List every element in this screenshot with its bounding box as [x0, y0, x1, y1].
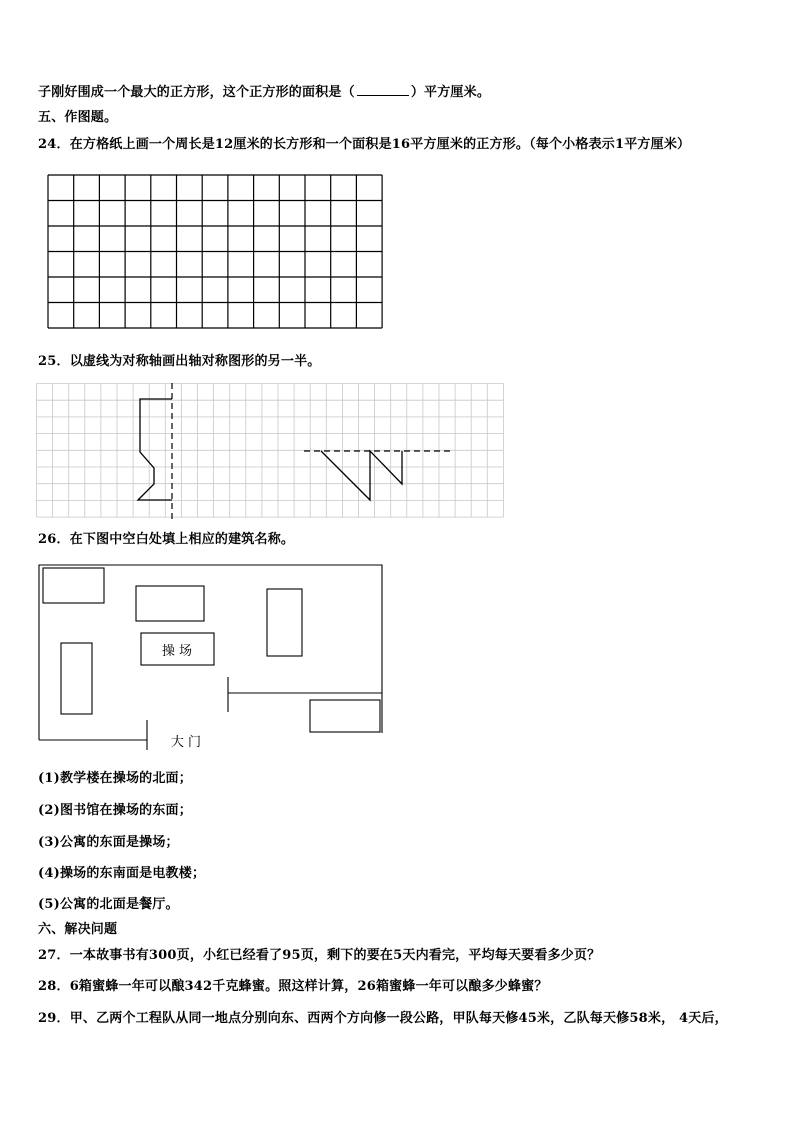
question-25: 25．以虚线为对称轴画出轴对称图形的另一半。 [38, 354, 321, 369]
question-24: 24．在方格纸上画一个周长是12厘米的长方形和一个面积是16平方厘米的正方形。（每个小格表示1平方厘米） [38, 137, 691, 152]
building-box-east[interactable] [267, 589, 302, 656]
half-shape-left [138, 399, 172, 500]
question-26: 26．在下图中空白处填上相应的建筑名称。 [38, 532, 295, 547]
q26-item-4: (4)操场的东南面是电教楼； [38, 866, 206, 881]
q26-item-3: (3)公寓的东面是操场； [38, 835, 179, 850]
question-27: 27．一本故事书有300页，小红已经看了95页，剩下的要在5天内看完，平均每天要看多少页？ [38, 948, 601, 963]
q25-symmetry-grid[interactable] [36, 383, 504, 519]
building-box-top-left[interactable] [43, 568, 104, 603]
section-6-heading: 六、解决问题 [38, 922, 118, 937]
building-box-north[interactable] [136, 586, 204, 621]
half-shape-right [321, 451, 402, 500]
answer-blank[interactable] [357, 84, 409, 96]
gate-label: 大 门 [170, 735, 202, 750]
q26-item-2: (2)图书馆在操场的东面； [38, 803, 192, 818]
section-5-heading: 五、作图题。 [38, 110, 118, 125]
q23-continuation [38, 84, 490, 101]
question-28: 28．6箱蜜蜂一年可以酿342千克蜂蜜。照这样计算，26箱蜜蜂一年可以酿多少蜂蜜？ [38, 979, 548, 994]
q24-square-grid[interactable] [46, 173, 386, 333]
q23-text-after: ）平方厘米。 [410, 85, 491, 100]
q26-item-5: (5)公寓的北面是餐厅。 [38, 897, 179, 912]
question-29: 29．甲、乙两个工程队从同一地点分别向东、西两个方向修一段公路，甲队每天修45米，乙队每天修58米， 4天后， [38, 1011, 728, 1026]
q23-text-before: 子刚好围成一个最大的正方形，这个正方形的面积是（ [38, 85, 355, 100]
q26-item-1: (1)教学楼在操场的北面； [38, 771, 192, 786]
building-box-west[interactable] [61, 643, 92, 714]
playground-label: 操 场 [161, 644, 193, 659]
building-box-southeast[interactable] [310, 700, 380, 732]
campus-map [36, 562, 388, 754]
